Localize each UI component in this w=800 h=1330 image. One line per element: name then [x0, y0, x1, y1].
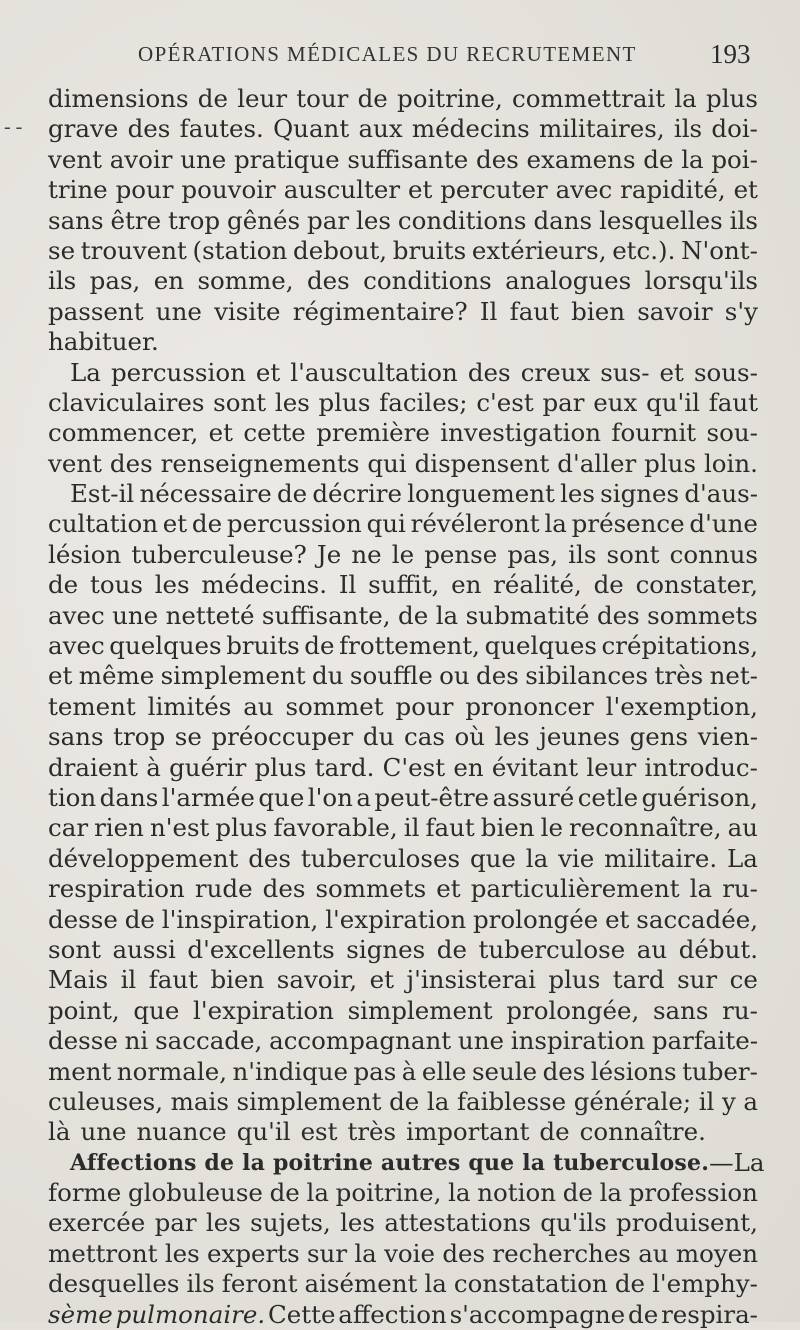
text-line: culeuses, mais simplement de la faiblesse générale; il y a: [48, 1086, 758, 1116]
text-line: ils pas, en somme, des conditions analogues lorsqu'ils: [48, 266, 758, 296]
text-line: cultation et de percussion qui révéleront la présence d'une: [48, 509, 758, 539]
text-line: forme globuleuse de la poitrine, la notion de la profession: [48, 1178, 758, 1208]
text-line: se trouvent (station debout, bruits extérieurs, etc.). N'ont-: [48, 235, 758, 265]
text-line: draient à guérir plus tard. C'est en évitant leur introduc-: [48, 752, 758, 782]
text-line: trine pour pouvoir ausculter et percuter avec rapidité, et: [48, 175, 758, 205]
text-line: grave des fautes. Quant aux médecins militaires, ils doi-: [48, 114, 758, 144]
text-line: sont aussi d'excellents signes de tuberculose au début.: [48, 934, 758, 964]
text-line: ment normale, n'indique pas à elle seule des lésions tuber-: [48, 1056, 758, 1086]
text-line: respiration rude des sommets et particulièrement la ru-: [48, 874, 758, 904]
text-line: tement limités au sommet pour prononcer l'exemption,: [48, 691, 758, 721]
text-line: desse ni saccade, accompagnant une inspiration parfaite-: [48, 1026, 758, 1056]
text-line: claviculaires sont les plus faciles; c'est par eux qu'il faut: [48, 387, 758, 417]
running-title: OPÉRATIONS MÉDICALES DU RECRUTEMENT: [138, 42, 637, 66]
text-line: sème pulmonaire. Cette affection s'accompagne de respira-: [48, 1299, 758, 1329]
text-line: desse de l'inspiration, l'expiration prolongée et saccadée,: [48, 904, 758, 934]
text-line: La percussion et l'auscultation des creux sus- et sous-: [70, 357, 758, 387]
text-line: habituer.: [48, 327, 159, 357]
text-line: avec quelques bruits de frottement, quelques crépitations,: [48, 631, 758, 661]
text-line: Mais il faut bien savoir, et j'insisterai plus tard sur ce: [48, 965, 758, 995]
text-line: vent des renseignements qui dispensent d'aller plus loin.: [48, 448, 758, 478]
text-line: passent une visite régimentaire? Il faut bien savoir s'y: [48, 296, 758, 326]
text-line: tion dans l'armée que l'on a peut-être assuré cetle guérison,: [48, 782, 758, 812]
text-line: point, que l'expiration simplement prolongée, sans ru-: [48, 995, 758, 1025]
section-heading-line: Affections de la poitrine autres que la tuberculose. — La: [70, 1147, 765, 1177]
running-header: [0, 40, 800, 70]
text-line: exercée par les sujets, les attestations qu'ils produisent,: [48, 1208, 758, 1238]
text-line: et même simplement du souffle ou des sibilances très net-: [48, 661, 758, 691]
text-line: développement des tuberculoses que la vie militaire. La: [48, 843, 758, 873]
body-text: [48, 84, 765, 1330]
page-number: 193: [710, 39, 751, 69]
text-line: mettront les experts sur la voie des recherches au moyen: [48, 1238, 758, 1268]
text-line: car rien n'est plus favorable, il faut bien le reconnaître, au: [48, 813, 758, 843]
text-line: de tous les médecins. Il suffit, en réalité, de constater,: [48, 570, 758, 600]
text-line: desquelles ils feront aisément la constatation de l'emphy-: [48, 1269, 758, 1299]
section-heading: Affections de la poitrine autres que la tuberculose.: [70, 1149, 710, 1176]
text-line: vent avoir une pratique suffisante des examens de la poi-: [48, 144, 758, 174]
text-line: sans trop se préoccuper du cas où les jeunes gens vien-: [48, 722, 758, 752]
text-line: avec une netteté suffisante, de la submatité des sommets: [48, 600, 758, 630]
text-line: Est-il nécessaire de décrire longuement les signes d'aus-: [70, 479, 758, 509]
text-line: sans être trop gênés par les conditions dans lesquelles ils: [48, 205, 758, 235]
text-line: là une nuance qu'il est très important de connaître.: [48, 1117, 706, 1147]
text-line: lésion tuberculeuse? Je ne le pense pas, ils sont connus: [48, 539, 758, 569]
text-line: dimensions de leur tour de poitrine, commettrait la plus: [48, 84, 758, 113]
text-line: commencer, et cette première investigation fournit sou-: [48, 418, 758, 448]
margin-mark: - -: [4, 116, 23, 138]
